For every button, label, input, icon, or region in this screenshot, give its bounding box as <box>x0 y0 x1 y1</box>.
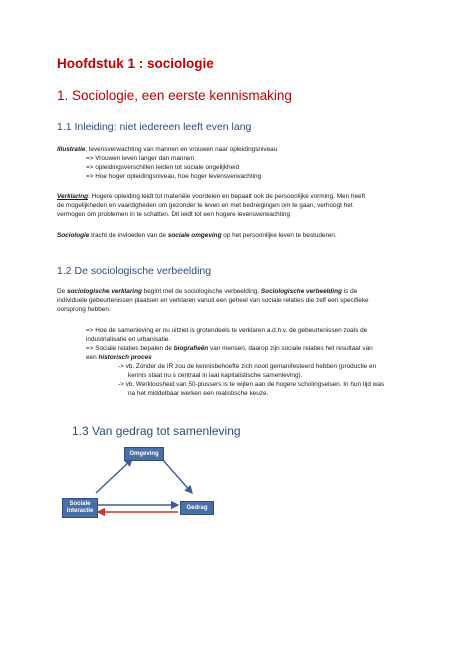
sociologie-text-end: op het persoonlijke leven te bestuderen. <box>221 232 337 239</box>
arrow-point-line: industrialisatie en urbanisatie. <box>86 336 171 343</box>
illustratie-line <box>57 146 277 154</box>
term-biografieen: biografieën <box>173 345 209 352</box>
bullet-item: => Vrouwen leven langer dan mannen <box>86 155 195 162</box>
arrow-interactie-to-omgeving <box>96 459 132 493</box>
node-sociale-interactie <box>62 498 98 518</box>
term-historisch-proces: historisch proces <box>98 354 152 361</box>
section-heading-1-2: 1.2 De sociologische verbeelding <box>57 265 212 277</box>
page-title: Hoofdstuk 1 : sociologie <box>57 56 214 71</box>
text-fragment: De <box>57 288 67 295</box>
sub-example-line: -> vb. Werkloosheid van 50-plussers is te wijten aan de hogere scholingseisen. In hun tijd was <box>118 381 385 388</box>
arrow-omgeving-to-gedrag <box>162 459 192 493</box>
node-label-line: interactie <box>66 508 94 514</box>
sub-example-line: na het middelbaar werken een realistische keuze. <box>128 390 269 397</box>
text-fragment: van mensen, daarop zijn sociale relaties het resultaat van <box>208 345 373 352</box>
section-heading-1-1: 1.1 Inleiding: niet iedereen leeft even lang <box>57 121 252 133</box>
verklaring-line-2: de mogelijkheden en vaardigheden om gezonder te leven en met bedreigingen om te gaan, verhoogt het <box>57 202 353 209</box>
sociologie-text: tracht de invloeden van de <box>89 232 168 239</box>
paragraph-line <box>57 288 357 296</box>
text-fragment: => Sociale relaties bepalen de <box>86 345 174 352</box>
cycle-diagram <box>60 445 250 525</box>
verklaring-line-1 <box>57 193 365 201</box>
bullet-item: => Hoe hoger opleidingsniveau, hoe hoger levensverwachting <box>86 173 262 180</box>
node-gedrag: Gedrag <box>180 501 214 515</box>
illustratie-text: : levensverwachting van mannen en vrouwen naar opleidingsniveau <box>85 146 278 153</box>
sociale-omgeving-term: sociale omgeving <box>167 232 222 239</box>
term-sociologische-verbeelding: Sociologische verbeelding <box>260 288 342 295</box>
arrow-point-line <box>86 354 152 362</box>
node-omgeving: Omgeving <box>124 447 164 461</box>
verklaring-text: : Hogere opleiding leidt tot materiële voordelen en bepaalt ook de persoonlijke vorming. Men heeft <box>88 193 366 200</box>
text-fragment: een <box>86 354 99 361</box>
text-fragment: is de <box>341 288 358 295</box>
paragraph-line: individuele gebeurtenissen plaatsen en verklaren vanuit een geheel van sociale relaties die zelf een specifieke <box>57 297 369 304</box>
arrow-point-line <box>86 345 373 353</box>
verklaring-label: Verklaring <box>57 193 89 200</box>
section-heading-1-3: 1.3 Van gedrag tot samenleving <box>72 424 241 438</box>
chapter-heading: 1. Sociologie, een eerste kennismaking <box>57 88 292 103</box>
text-fragment: begint met de sociologische verbeelding. <box>141 288 261 295</box>
node-label-line: Sociale <box>69 501 91 507</box>
sociologie-label: Sociologie <box>57 232 90 239</box>
sub-example-line: -> vb. Zonder de IR zou de kennisbehoefte zich nooit gemanifesteerd hebben (productie en <box>118 363 377 370</box>
paragraph-line: oorsprong hebben. <box>57 306 111 313</box>
sociologie-definition <box>57 232 337 240</box>
sub-example-line: kennis staat nu s centraal in laat kapitalistische samenleving). <box>128 372 303 379</box>
arrow-point-line: => Hoe de samenleving er nu uitziet is grotendeels te verklaren a.d.h.v. de gebeurtenissen zoals de <box>86 327 368 334</box>
bullet-item: => opleidingsverschillen leiden tot sociale ongelijkheid <box>86 164 240 171</box>
verklaring-line-3: vermogen om problemen in te schatten. Dit leidt tot een hogere levensverwachting <box>57 211 291 218</box>
illustratie-label: Illustratie <box>57 146 86 153</box>
term-sociologische-verklaring: sociologische verklaring <box>66 288 142 295</box>
